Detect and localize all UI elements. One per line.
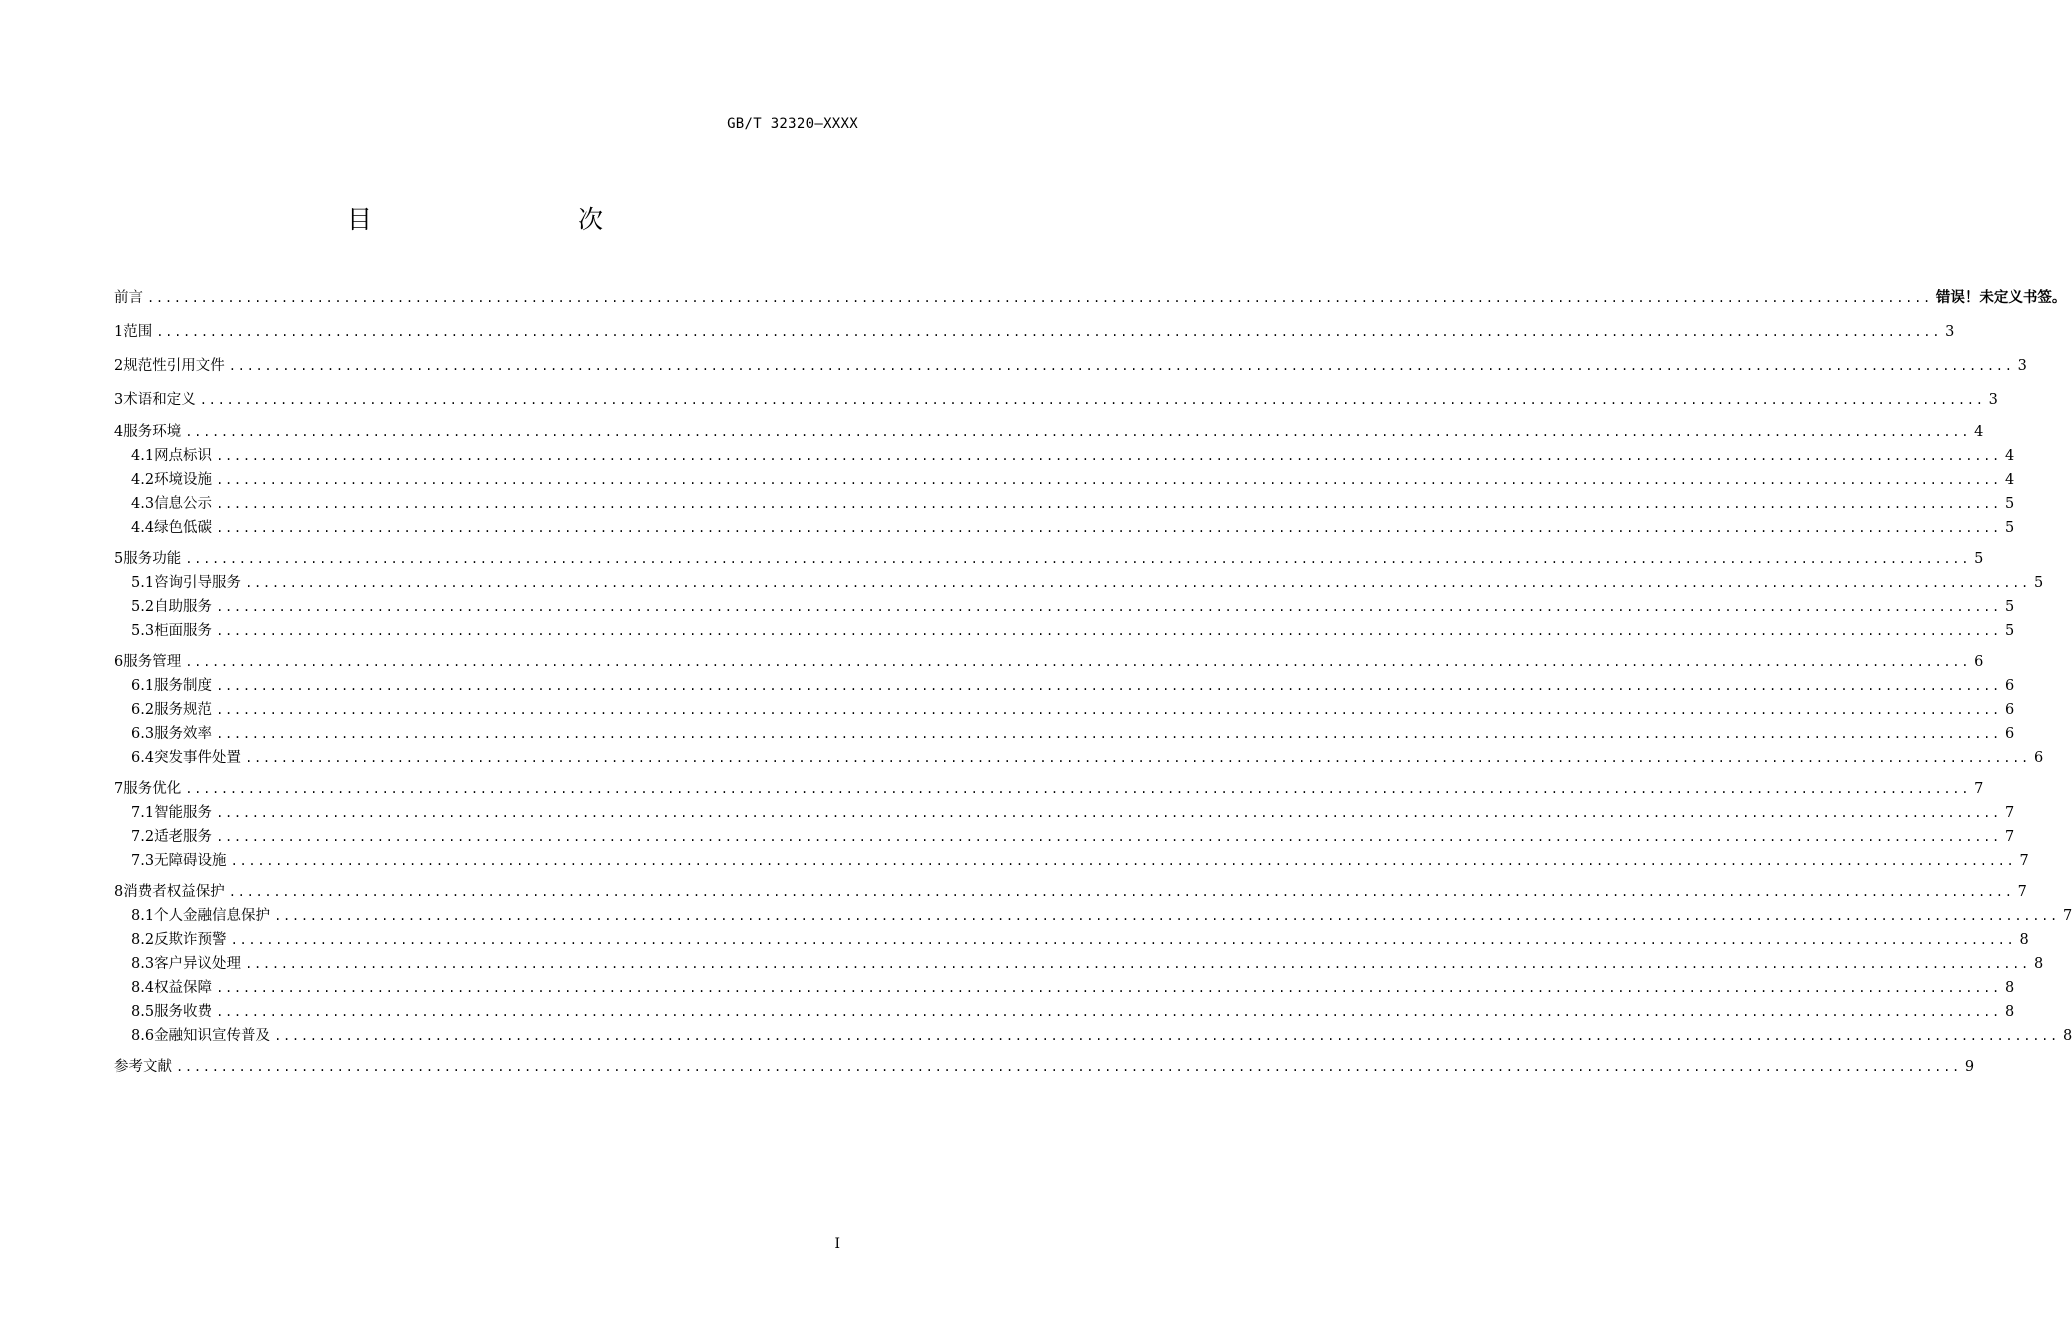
toc-entry[interactable] xyxy=(114,322,1955,343)
toc-entry-page: 4 xyxy=(1974,424,1984,440)
toc-entry-label: 金融知识宣传普及 xyxy=(154,1028,271,1044)
toc-entry-number: 4.4 xyxy=(131,520,155,536)
toc-entry-number: 8.6 xyxy=(131,1028,155,1044)
toc-entry-label: 术语和定义 xyxy=(123,392,196,408)
toc-entry-number: 1 xyxy=(114,324,124,340)
toc-entry-number: 6.1 xyxy=(131,678,155,694)
toc-entry-label: 规范性引用文件 xyxy=(123,358,225,374)
toc-entry[interactable] xyxy=(114,700,2015,721)
toc-entry-page: 5 xyxy=(1974,551,1984,567)
toc-leader-dots: ........................................................................................................................................................................................................ xyxy=(176,1060,1961,1074)
toc-entry[interactable] xyxy=(114,1002,2015,1023)
toc-entry[interactable] xyxy=(114,1026,2072,1047)
toc-leader-dots: ........................................................................................................................................................................................................ xyxy=(274,909,2059,923)
toc-entry[interactable] xyxy=(114,288,2067,309)
toc-entry-page: 错误！未定义书签。 xyxy=(1935,290,2067,306)
toc-entry[interactable] xyxy=(114,356,2027,377)
toc-entry[interactable] xyxy=(114,906,2072,927)
toc-entry-label: 服务功能 xyxy=(123,551,182,567)
toc-entry[interactable] xyxy=(114,748,2044,769)
toc-entry-page: 7 xyxy=(2019,853,2029,869)
toc-leader-dots: ........................................................................................................................................................................................................ xyxy=(216,497,2001,511)
toc-entry-number: 8.1 xyxy=(131,908,155,924)
toc-entry-page: 8 xyxy=(2004,980,2015,996)
toc-leader-dots: ........................................................................................................................................................................................................ xyxy=(216,521,2001,535)
toc-entry-page: 3 xyxy=(1945,324,1955,340)
toc-leader-dots: ........................................................................................................................................................................................................ xyxy=(216,449,2001,463)
toc-leader-dots: ........................................................................................................................................................................................................ xyxy=(185,782,1971,796)
toc-leader-dots: ........................................................................................................................................................................................................ xyxy=(185,425,1971,439)
toc-entry-label: 环境设施 xyxy=(154,472,213,488)
toc-entry-label: 服务效率 xyxy=(154,726,213,742)
toc-entry-label: 服务优化 xyxy=(123,781,182,797)
toc-entry-label: 反欺诈预警 xyxy=(154,932,227,948)
toc-entry-page: 7 xyxy=(2017,884,2027,900)
toc-title: 目 次 xyxy=(346,205,655,234)
toc-leader-dots: ........................................................................................................................................................................................................ xyxy=(245,957,2030,971)
toc-leader-dots: ........................................................................................................................................................................................................ xyxy=(216,830,2001,844)
toc-entry-page: 4 xyxy=(2004,448,2015,464)
toc-leader-dots: ........................................................................................................................................................................................................ xyxy=(216,679,2001,693)
toc-entry-number: 6.3 xyxy=(131,726,155,742)
toc-entry-number: 8.4 xyxy=(131,980,155,996)
toc-entry-label: 无障碍设施 xyxy=(154,853,227,869)
toc-leader-dots: ........................................................................................................................................................................................................ xyxy=(245,576,2030,590)
toc-entry-number: 4.3 xyxy=(131,496,155,512)
toc-leader-dots: ........................................................................................................................................................................................................ xyxy=(156,325,1942,339)
toc-leader-dots: ........................................................................................................................................................................................................ xyxy=(228,359,2014,373)
toc-entry-page: 7 xyxy=(2004,829,2015,845)
toc-leader-dots: ........................................................................................................................................................................................................ xyxy=(216,624,2001,638)
toc-entry[interactable] xyxy=(114,518,2015,539)
toc-entry-label: 前言 xyxy=(114,290,143,306)
toc-leader-dots: ........................................................................................................................................................................................................ xyxy=(230,933,2016,947)
toc-entry[interactable] xyxy=(114,470,2015,491)
toc-leader-dots: ........................................................................................................................................................................................................ xyxy=(216,981,2001,995)
toc-entry-label: 绿色低碳 xyxy=(154,520,213,536)
toc-entry-number: 8.5 xyxy=(131,1004,155,1020)
toc-entry-number: 5.3 xyxy=(131,623,155,639)
toc-entry-number: 8.2 xyxy=(131,932,155,948)
toc-entry-page: 8 xyxy=(2033,956,2044,972)
toc-entry-page: 5 xyxy=(2033,575,2044,591)
toc-leader-dots: ........................................................................................................................................................................................................ xyxy=(228,885,2014,899)
toc-entry-page: 8 xyxy=(2019,932,2029,948)
toc-entry[interactable] xyxy=(114,724,2015,745)
toc-entry[interactable] xyxy=(114,652,1984,673)
toc-entry[interactable] xyxy=(114,954,2044,975)
toc-entry[interactable] xyxy=(114,827,2015,848)
toc-entry-page: 5 xyxy=(2004,496,2015,512)
toc-entry-number: 2 xyxy=(114,358,124,374)
toc-entry-label: 范围 xyxy=(123,324,153,340)
toc-entry-page: 5 xyxy=(2004,520,2015,536)
toc-entry-page: 4 xyxy=(2004,472,2015,488)
toc-entry[interactable] xyxy=(114,882,2027,903)
toc-entry-number: 5 xyxy=(114,551,124,567)
toc-entry-page: 3 xyxy=(2017,358,2027,374)
toc-entry[interactable] xyxy=(114,494,2015,515)
toc-entry-number: 7.1 xyxy=(131,805,155,821)
toc-leader-dots: ........................................................................................................................................................................................................ xyxy=(185,552,1971,566)
toc-entry-page: 7 xyxy=(2062,908,2072,924)
toc-entry-label: 智能服务 xyxy=(154,805,213,821)
toc-leader-dots: ........................................................................................................................................................................................................ xyxy=(216,703,2001,717)
toc-entry-page: 3 xyxy=(1988,392,1998,408)
toc-entry-page: 8 xyxy=(2062,1028,2072,1044)
toc-entry-number: 4 xyxy=(114,424,124,440)
toc-entry-label: 信息公示 xyxy=(154,496,213,512)
toc-entry[interactable] xyxy=(114,930,2029,951)
toc-entry-label: 服务制度 xyxy=(154,678,213,694)
toc-entry-number: 4.2 xyxy=(131,472,155,488)
toc-leader-dots: ........................................................................................................................................................................................................ xyxy=(230,854,2016,868)
toc-entry-label: 服务环境 xyxy=(123,424,182,440)
toc-entry-page: 9 xyxy=(1964,1059,1975,1075)
toc-entry-page: 7 xyxy=(1974,781,1984,797)
toc-entry-number: 4.1 xyxy=(131,448,155,464)
toc-leader-dots: ........................................................................................................................................................................................................ xyxy=(185,655,1971,669)
toc-entry-label: 服务收费 xyxy=(154,1004,213,1020)
toc-entry[interactable] xyxy=(114,446,2015,467)
toc-entry-label: 服务管理 xyxy=(123,654,182,670)
toc-entry[interactable] xyxy=(114,621,2015,642)
toc-leader-dots: ........................................................................................................................................................................................................ xyxy=(216,727,2001,741)
toc-entry-page: 5 xyxy=(2004,623,2015,639)
toc-entry-number: 8.3 xyxy=(131,956,155,972)
toc-entry-label: 咨询引导服务 xyxy=(154,575,242,591)
toc-entry-label: 个人金融信息保护 xyxy=(154,908,271,924)
toc-entry-number: 3 xyxy=(114,392,124,408)
toc-entry[interactable] xyxy=(114,779,1984,800)
toc-entry[interactable] xyxy=(114,549,1984,570)
toc-leader-dots: ........................................................................................................................................................................................................ xyxy=(216,806,2001,820)
toc-entry-label: 消费者权益保护 xyxy=(123,884,225,900)
toc-entry[interactable] xyxy=(114,573,2044,594)
toc-entry-page: 6 xyxy=(1974,654,1984,670)
toc-entry[interactable] xyxy=(114,1057,1975,1078)
toc-entry-label: 客户异议处理 xyxy=(154,956,242,972)
toc-entry[interactable] xyxy=(114,422,1984,443)
toc-entry-page: 6 xyxy=(2004,702,2015,718)
toc-entry-label: 网点标识 xyxy=(154,448,213,464)
toc-entry[interactable] xyxy=(114,851,2029,872)
document-code: GB/T 32320—XXXX xyxy=(727,116,858,132)
toc-leader-dots: ........................................................................................................................................................................................................ xyxy=(216,473,2001,487)
toc-entry-label: 服务规范 xyxy=(154,702,213,718)
toc-entry-label: 适老服务 xyxy=(154,829,213,845)
toc-entry[interactable] xyxy=(114,803,2015,824)
toc-entry-page: 6 xyxy=(2004,726,2015,742)
toc-entry-number: 7 xyxy=(114,781,124,797)
toc-entry-page: 5 xyxy=(2004,599,2015,615)
toc-entry[interactable] xyxy=(114,676,2015,697)
toc-entry[interactable] xyxy=(114,597,2015,618)
toc-entry[interactable] xyxy=(114,978,2015,999)
toc-entry-number: 7.3 xyxy=(131,853,155,869)
toc-leader-dots: ........................................................................................................................................................................................................ xyxy=(216,1005,2001,1019)
toc-entry-label: 突发事件处置 xyxy=(154,750,242,766)
toc-entry-number: 7.2 xyxy=(131,829,155,845)
toc-entry-page: 6 xyxy=(2004,678,2015,694)
toc-entry-label: 参考文献 xyxy=(114,1059,172,1075)
toc-entry-page: 6 xyxy=(2033,750,2044,766)
toc-entry-page: 8 xyxy=(2004,1004,2015,1020)
toc-entry[interactable] xyxy=(114,390,1998,411)
toc-entry-number: 6.4 xyxy=(131,750,155,766)
toc-leader-dots: ........................................................................................................................................................................................................ xyxy=(274,1029,2059,1043)
toc-leader-dots: ........................................................................................................................................................................................................ xyxy=(216,600,2001,614)
toc-entry-number: 6.2 xyxy=(131,702,155,718)
toc-leader-dots: ........................................................................................................................................................................................................ xyxy=(147,291,1932,305)
toc-leader-dots: ........................................................................................................................................................................................................ xyxy=(245,751,2030,765)
toc-entry-label: 权益保障 xyxy=(154,980,213,996)
page-number: I xyxy=(834,1236,840,1252)
toc-entry-number: 5.2 xyxy=(131,599,155,615)
toc-entry-label: 柜面服务 xyxy=(154,623,213,639)
toc-entry-page: 7 xyxy=(2004,805,2015,821)
toc-leader-dots: ........................................................................................................................................................................................................ xyxy=(199,393,1985,407)
toc-entry-number: 5.1 xyxy=(131,575,155,591)
toc-entry-label: 自助服务 xyxy=(154,599,213,615)
toc-entry-number: 6 xyxy=(114,654,124,670)
table-of-contents xyxy=(114,288,2072,1078)
toc-entry-number: 8 xyxy=(114,884,124,900)
